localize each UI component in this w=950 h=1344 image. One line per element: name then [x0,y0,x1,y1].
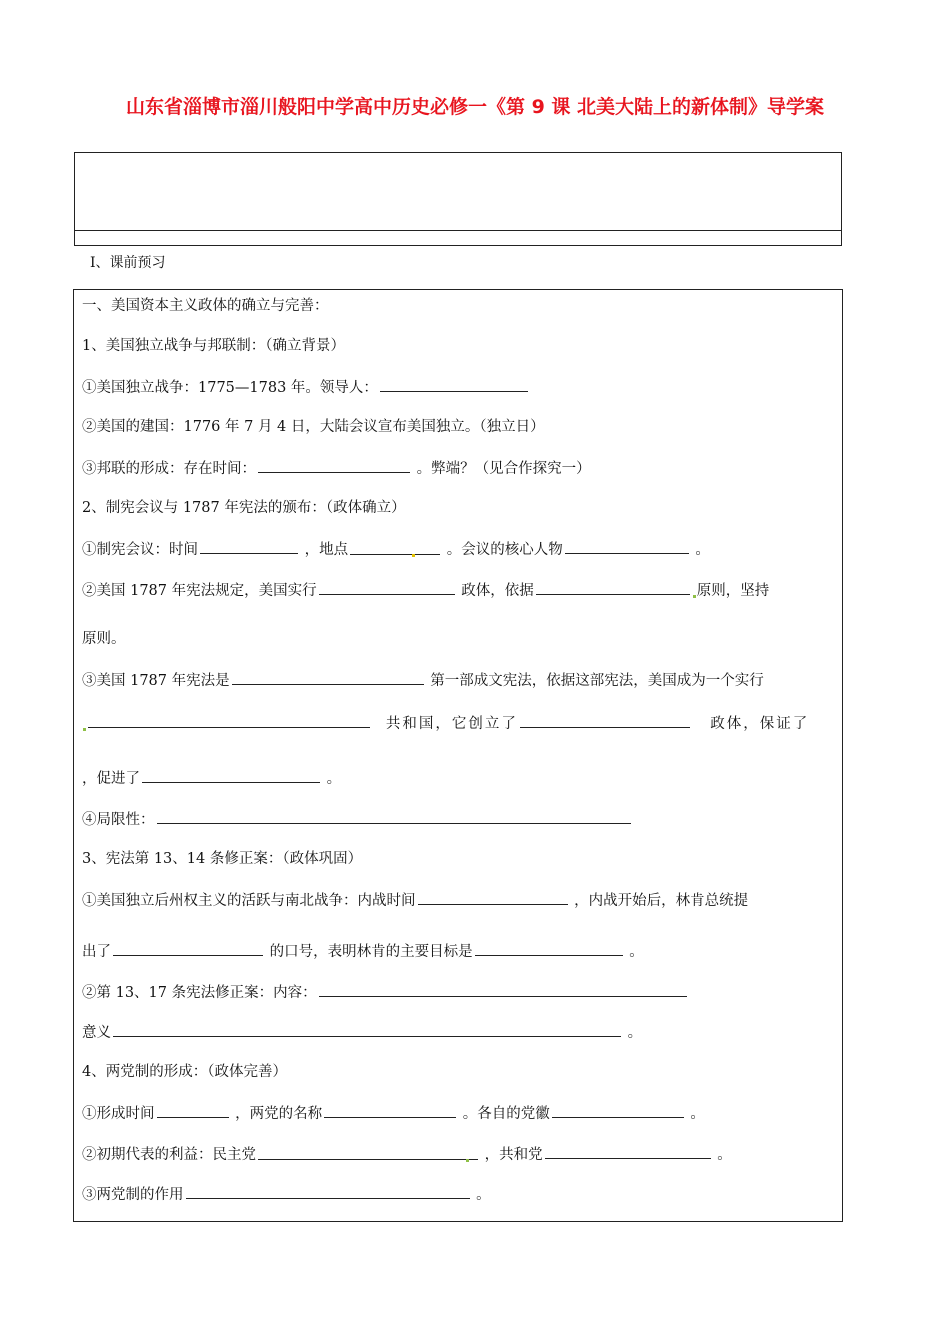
blank-party-emblems[interactable] [552,1102,684,1118]
item-2-3-cont [82,712,809,735]
item-2-2-text-a: ②美国 1787 年宪法规定，美国实行 [82,583,317,599]
blank-limitation[interactable] [157,808,631,824]
blank-democrats-interest[interactable] [258,1144,478,1160]
item-1-2: ②美国的建国：1776 年 7 月 4 日，大陆会议宣布美国独立。（独立日） [82,419,545,435]
blank-core-person[interactable] [565,538,689,554]
blank-promoted[interactable] [142,767,320,783]
item-4-2 [82,1143,732,1166]
item-4-2-text-b: ，共和党 [484,1147,543,1163]
header-box-divider [75,230,841,231]
item-2-4-text: ④局限性： [82,812,155,828]
item-1-3-text: ③邦联的形成：存在时间： [82,461,256,477]
blank-principle[interactable] [536,579,690,595]
blank-significance[interactable] [113,1021,621,1037]
item-2-1-text-c: 。会议的核心人物 [446,542,563,558]
blank-leader[interactable] [380,376,528,392]
blank-slogan[interactable] [113,940,263,956]
item-3-1-cont [82,940,644,963]
item-2-2-text-c: 原则，坚持 [696,583,770,599]
item-2-3-text-b: 第一部成文宪法，依据这部宪法，美国成为一个实行 [430,673,764,689]
item-3-2 [82,981,689,1004]
blank-republic-type[interactable] [88,712,370,728]
ink-mark [466,1159,469,1162]
item-3-2-cont [82,1021,642,1044]
item-2-3-text-d: 政体，保证了 [710,716,810,732]
item-2-2-cont: 原则。 [82,631,126,647]
item-2-3-text-c: 共和国，它创立了 [385,716,518,732]
item-2-3-cont2 [82,767,341,790]
item-2-4 [82,808,633,831]
item-2-3 [82,669,764,692]
item-4-2-text-c: 。 [717,1147,732,1163]
item-1-1-text: ①美国独立战争：1775—1783 年。领导人： [82,380,378,396]
item-4-3-text-a: ③两党制的作用 [82,1187,184,1203]
item-1-1 [82,376,530,399]
ink-mark [693,595,696,598]
subheading-4: 4、两党制的形成：（政体完善） [82,1064,287,1080]
blank-first-constitution[interactable] [232,669,424,685]
ink-mark [83,728,86,731]
item-2-2 [82,579,769,602]
item-4-1-text-a: ①形成时间 [82,1106,155,1122]
item-2-1-text-a: ①制宪会议：时间 [82,542,198,558]
item-3-1-text-c: 出了 [82,944,111,960]
blank-duration[interactable] [258,457,410,473]
subheading-1: 1、美国独立战争与邦联制：（确立背景） [82,338,345,354]
item-3-2-text-c: 。 [627,1025,643,1041]
item-4-3-text-b: 。 [476,1187,491,1203]
blank-regime[interactable] [319,579,455,595]
header-box [74,152,842,246]
item-4-1-text-d: 。 [690,1106,705,1122]
item-2-3-text-a: ③美国 1787 年宪法是 [82,673,230,689]
item-2-1-text-d: 。 [695,542,710,558]
blank-formation-time[interactable] [157,1102,229,1118]
item-3-1-text-a: ①美国独立后州权主义的活跃与南北战争：内战时间 [82,893,416,909]
heading-1: 一、美国资本主义政体的确立与完善： [82,298,329,314]
item-2-1-text-b: ，地点 [304,542,349,558]
item-4-1 [82,1102,705,1125]
subheading-2: 2、制宪会议与 1787 年宪法的颁布：（政体确立） [82,500,406,516]
item-1-3 [82,457,591,480]
item-4-3 [82,1183,491,1206]
blank-main-goal[interactable] [475,940,623,956]
item-2-3-text-e: ，促进了 [82,771,140,787]
blank-civil-war-time[interactable] [418,889,568,905]
item-4-2-text-a: ②初期代表的利益：民主党 [82,1147,256,1163]
item-3-2-text-a: ②第 13、17 条宪法修正案：内容： [82,985,317,1001]
blank-party-names[interactable] [324,1102,456,1118]
subheading-3: 3、宪法第 13、14 条修正案：（政体巩固） [82,851,363,867]
item-3-2-text-b: 意义 [82,1025,111,1041]
blank-time[interactable] [200,538,298,554]
item-2-2-text-b: 政体，依据 [461,583,534,599]
section-heading: Ⅰ、课前预习 [90,255,166,271]
blank-two-party-role[interactable] [186,1183,470,1199]
document-title: 山东省淄博市淄川般阳中学高中历史必修一《第 9 课 北美大陆上的新体制》导学案 [125,96,825,118]
ink-mark [412,554,415,557]
blank-republicans-interest[interactable] [545,1143,711,1159]
item-4-1-text-b: ，两党的名称 [235,1106,323,1122]
item-2-1 [82,538,710,561]
item-3-1 [82,889,748,912]
item-3-1-text-e: 。 [629,944,644,960]
blank-place[interactable] [350,539,440,555]
item-4-1-text-c: 。各自的党徽 [462,1106,550,1122]
item-3-1-text-b: ，内战开始后，林肯总统提 [574,893,749,909]
item-2-3-text-f: 。 [326,771,342,787]
item-1-3-tail: 。弊端？（见合作探究一） [416,461,591,477]
blank-amendment-content[interactable] [319,981,687,997]
blank-regime-created[interactable] [520,712,690,728]
item-3-1-text-d: 的口号，表明林肯的主要目标是 [269,944,473,960]
